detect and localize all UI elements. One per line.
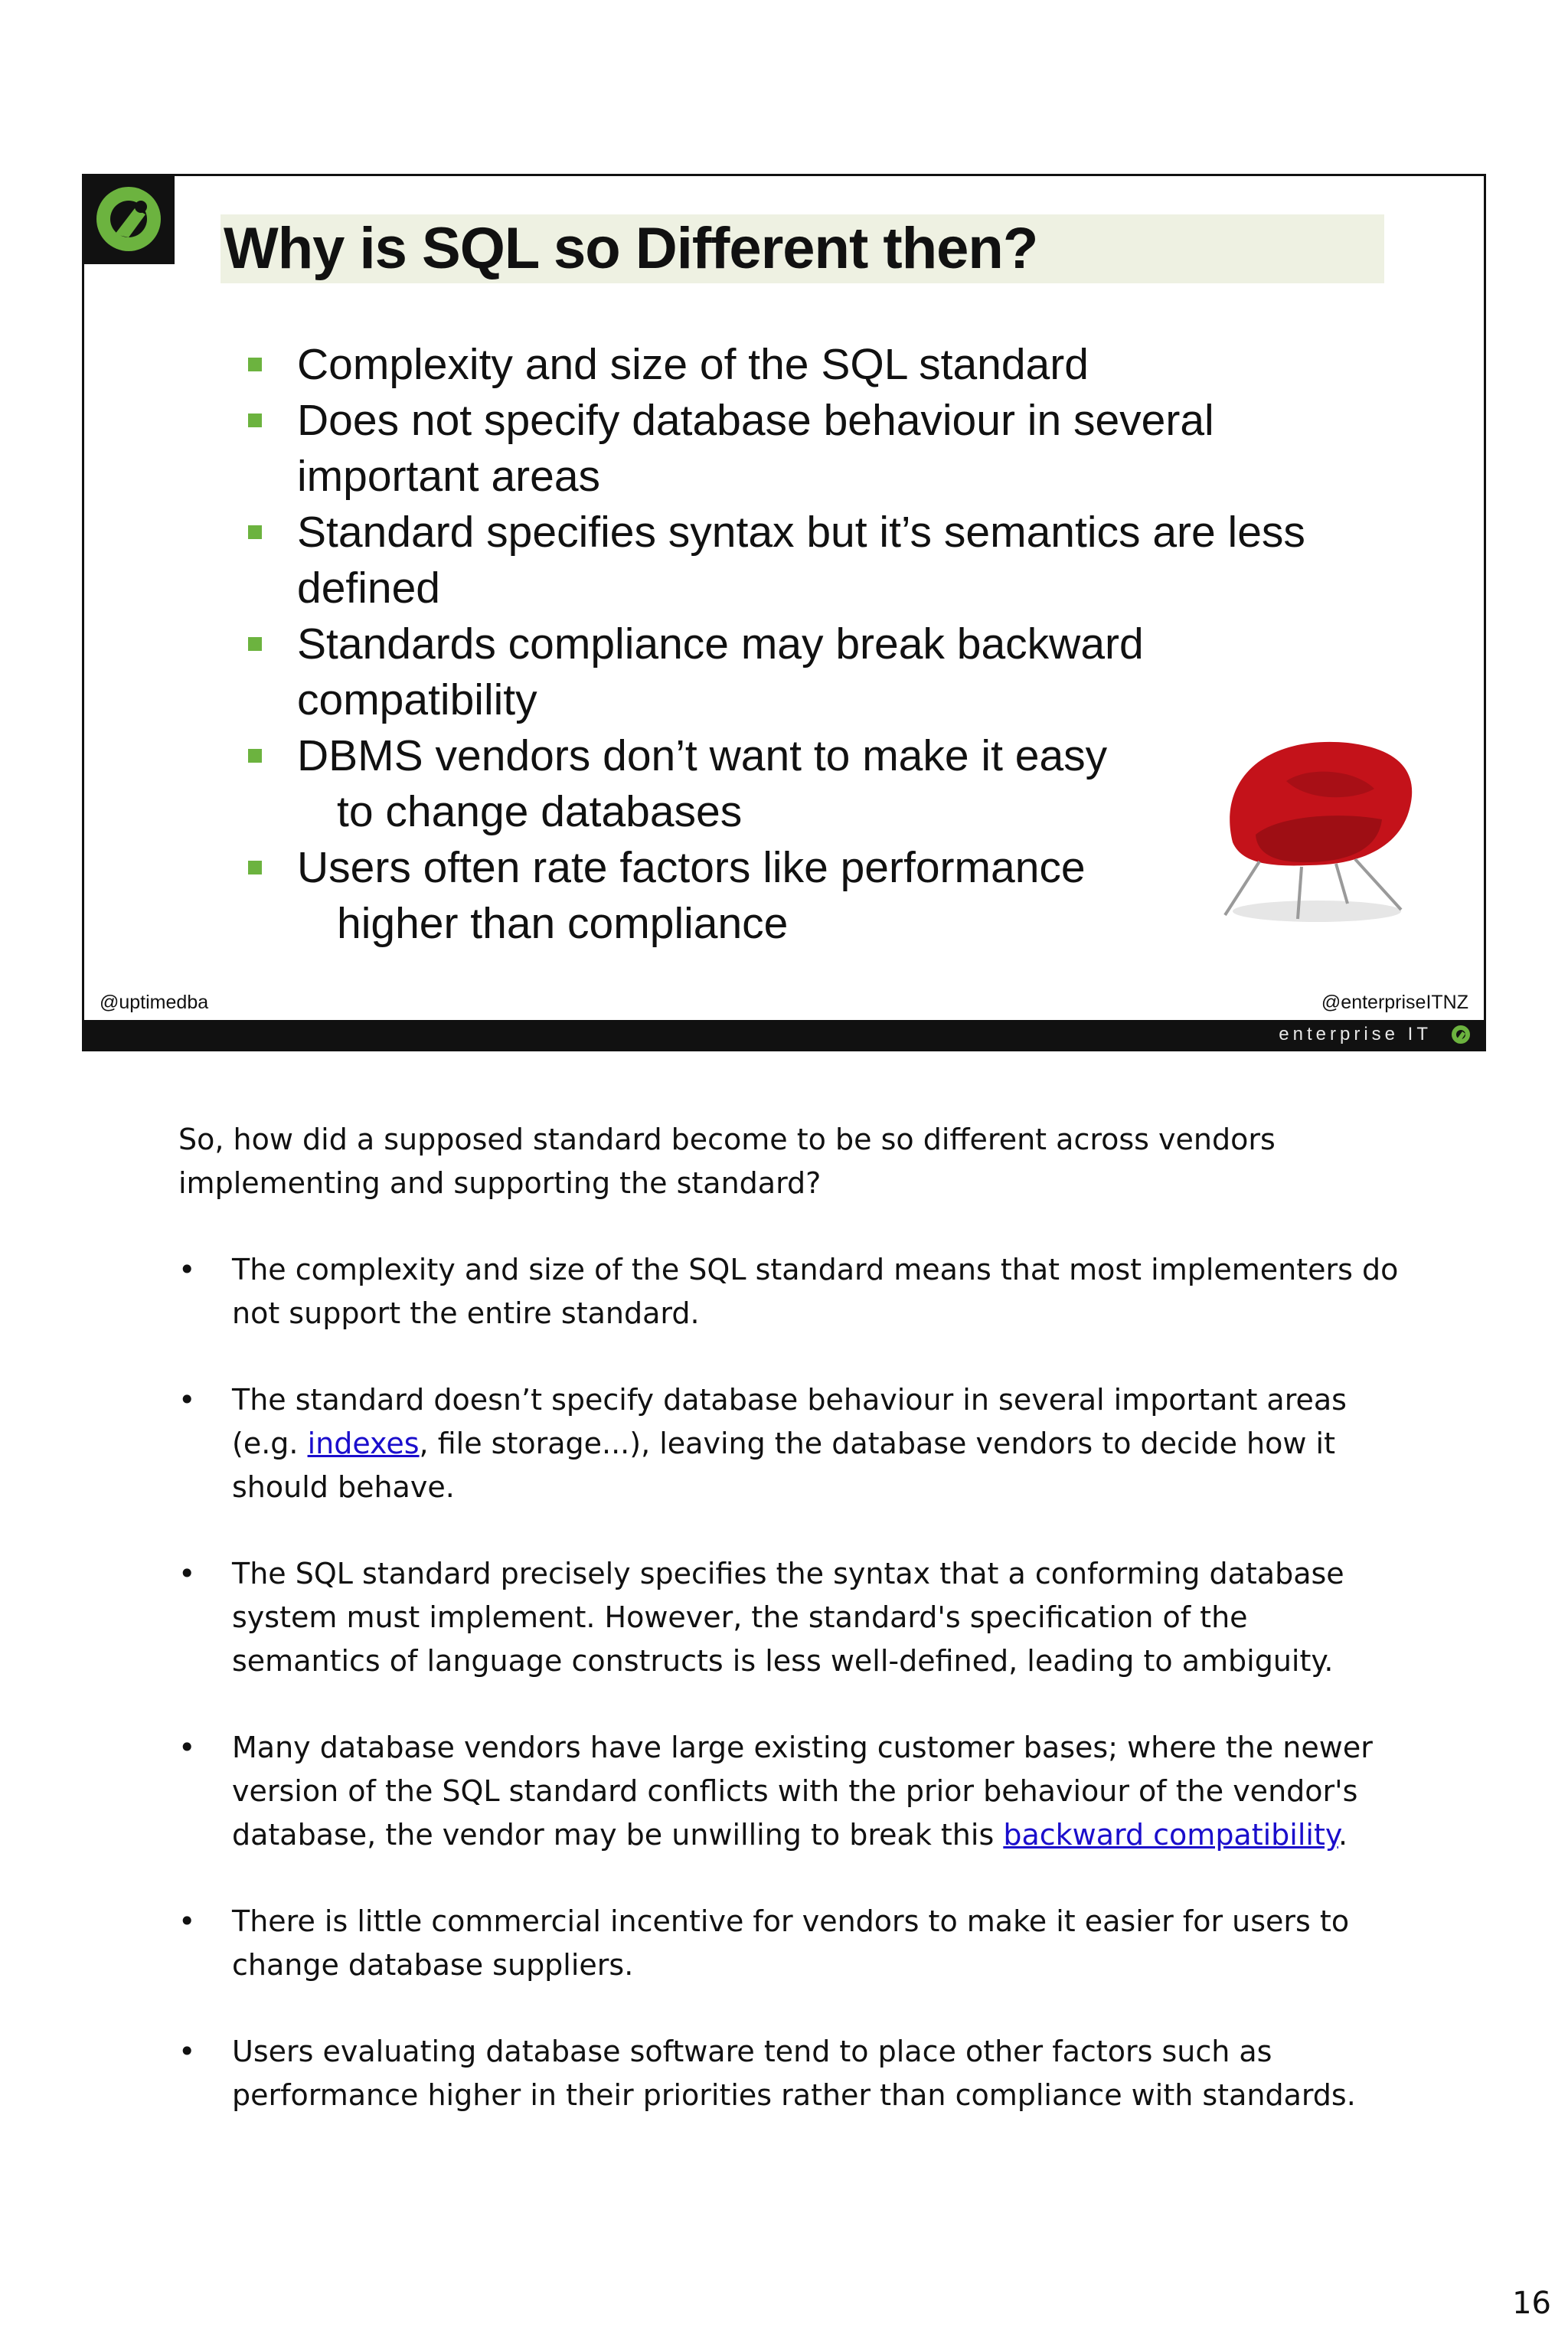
red-chair-image [1202,727,1424,927]
square-bullet-icon [248,861,262,874]
slide [82,174,1486,1051]
notes-intro: So, how did a supposed standard become to be so different across vendors implementing and supporting the standard? [178,1123,1276,1200]
twitter-handle-right: @enterpriseITNZ [1321,992,1468,1013]
backward-compatibility-link[interactable]: backward compatibility [1003,1818,1338,1852]
bullet-dot-icon: • [178,1253,196,1286]
notes-item: • Users evaluating database software tend to place other factors such as performance higher in their priorities rather than compliance with standards. [178,2030,1403,2117]
notes-item: • The complexity and size of the SQL standard means that most implementers do not support the entire standard. [178,1248,1403,1335]
notes-list [178,1248,1403,2117]
bullet-dot-icon: • [178,2035,196,2068]
bullet-dot-icon: • [178,1904,196,1938]
brand-logo [84,176,175,264]
slide-title: Why is SQL so Different then? [224,216,1038,281]
page-number: 16 [1512,2286,1551,2321]
twitter-handle-left: @uptimedba [100,992,209,1013]
slide-bullet: Standard specifies syntax but it’s semantics are less defined [248,505,1351,616]
square-bullet-icon [248,525,262,539]
bullet-dot-icon: • [178,1557,196,1590]
slide-bullet: Standards compliance may break backward compatibility [248,616,1351,728]
square-bullet-icon [248,637,262,651]
notes-item: • The SQL standard precisely specifies the syntax that a conforming database system must implement. However, the standard's specification of the semantics of language constructs is less well-defined, leading to ambiguity. [178,1552,1403,1683]
footer-brand-text: enterprise IT [1279,1024,1432,1044]
slide-bullet: DBMS vendors don’t want to make it easy to change databases [248,728,1351,840]
slide-bullet-list [248,337,1351,952]
footer-logo-icon [1449,1023,1473,1046]
square-bullet-icon [248,358,262,371]
indexes-link[interactable]: indexes [307,1427,420,1460]
slide-bullet: Complexity and size of the SQL standard [248,337,1351,393]
bullet-dot-icon: • [178,1731,196,1764]
slide-footer [84,1020,1484,1049]
slide-bullet: Does not specify database behaviour in several important areas [248,393,1351,505]
notes-item: • There is little commercial incentive for vendors to make it easier for users to change database suppliers. [178,1900,1403,1987]
notes-item: • The standard doesn’t specify database behaviour in several important areas (e.g. indexes, file storage...), leaving the database vendors to decide how it should behave. [178,1378,1403,1509]
notes-item: • Many database vendors have large existing customer bases; where the newer version of the SQL standard conflicts with the prior behaviour of the vendor's database, the vendor may be unwilling to break this backward compatibility. [178,1726,1403,1857]
slide-bullet: Users often rate factors like performance higher than compliance [248,840,1351,952]
square-bullet-icon [248,749,262,763]
speaker-notes [178,1118,1403,2117]
brand-logo-icon [84,176,175,264]
bullet-dot-icon: • [178,1383,196,1417]
square-bullet-icon [248,414,262,427]
